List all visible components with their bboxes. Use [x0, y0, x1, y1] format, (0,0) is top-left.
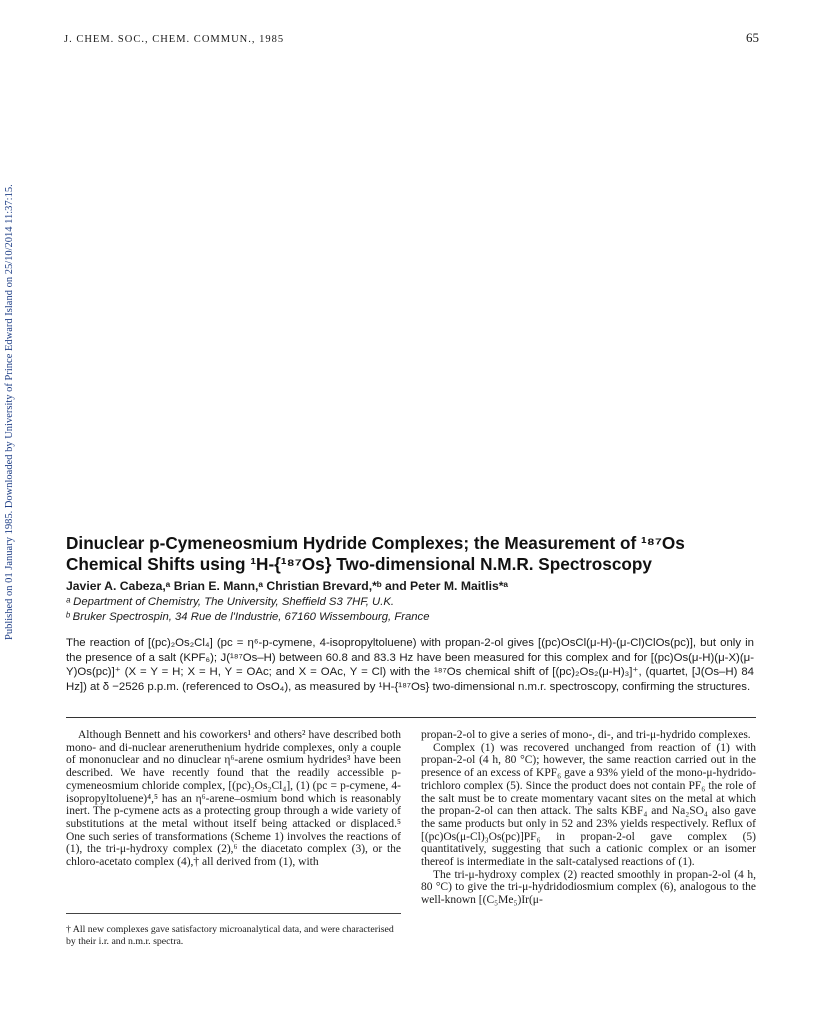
article-title: Dinuclear p-Cymeneosmium Hydride Complexes; the Measurement of ¹⁸⁷Os Chemical Shifts using ¹H-{¹⁸⁷Os} Two-dimensional N.M.R. Spectroscopy — [66, 533, 685, 574]
right-column — [421, 729, 756, 907]
body-paragraph: propan-2-ol to give a series of mono-, di-, and tri-μ-hydrido complexes. — [421, 729, 751, 741]
publication-sidebar-link[interactable]: Published on 01 January 1985. Downloaded by University of Prince Edward Island on 25/10/2014 11:37:15. — [4, 184, 15, 640]
affiliation-b: ᵇ Bruker Spectrospin, 34 Rue de l'Industrie, 67160 Wissembourg, France — [66, 611, 430, 623]
abstract-divider — [66, 717, 756, 718]
footnote-divider — [66, 913, 401, 914]
body-paragraph: The tri-μ-hydroxy complex (2) reacted smoothly in propan-2-ol (4 h, 80 °C) to give the tri-μ-hydridodiosmium complex (6), analogous to the well-known [(C₅Me₅)Ir(μ- — [421, 868, 756, 907]
author-list: Javier A. Cabeza,ᵃ Brian E. Mann,ᵃ Christian Brevard,*ᵇ and Peter M. Maitlis*ᵃ — [66, 579, 509, 593]
abstract: The reaction of [(pc)₂Os₂Cl₄] (pc = η⁶-p-cymene, 4-isopropyltoluene) with propan-2-ol gives [(pc)OsCl(μ-H)-(μ-Cl)ClOs(pc)], but only in the presence of a salt (KPF₆); J(¹⁸⁷Os–H) between 60.8 and 83.3 Hz have been measured for this complex and for [(pc)Os(μ-H)(μ-X)(μ-Y)Os(pc)]⁺ (X = Y = H; X = H, Y = OAc; and X = OAc, Y = Cl) with the ¹⁸⁷Os chemical shift of [(pc)₂Os₂(μ-H)₃]⁺, (quartet, [J(Os–H) 84 Hz]) at δ −2526 p.p.m. (referenced to OsO₄), as measured by ¹H-{¹⁸⁷Os} two-dimensional n.m.r. spectroscopy, confirming the structures. — [66, 637, 754, 693]
body-paragraph: Complex (1) was recovered unchanged from reaction of (1) with propan-2-ol (4 h, 80 °C); however, the same reaction carried out in the presence of an excess of KPF₆ gave a 93% yield of the mono-μ-hydrido-trichloro complex (5). Since the product does not contain PF₆ the role of the salt must be to create momentary vacant sites on the metal at which the propan-2-ol can then attack. The salts KBF₄ and Na₂SO₄ also gave the same products but only in 52 and 23% yields respectively. Reflux of [(pc)Os(μ-Cl)₃Os(pc)]PF₆ in propan-2-ol gave complex (5) quantitatively, suggesting that such a cationic complex or an isomer thereof is intermediate in the salt-catalysed reactions of (1). — [421, 741, 756, 869]
page-number: 65 — [746, 30, 759, 45]
affiliation-a: ᵃ Department of Chemistry, The University, Sheffield S3 7HF, U.K. — [66, 596, 395, 608]
body-paragraph: Although Bennett and his coworkers¹ and others² have described both mono- and di-nuclear areneruthenium hydride complexes, only a couple of mononuclear and no dinuclear η⁶-arene osmium hydrides³ have been described. We have recently found that the readily accessible p-cymeneosmium chloride complex, [(pc)₂Os₂Cl₄], (1) (pc = p-cymene, 4-isopropyltoluene)⁴,⁵ has an η⁶-arene–osmium bond which is reasonably inert. The p-cymene acts as a protecting group through a wide variety of substitutions at the metal without itself being attacked or displaced.⁵ One such series of transformations (Scheme 1) involves the reactions of (1), the tri-μ-hydroxy complex (2),⁶ the diacetato complex (3), or the chloro-acetato complex (4),† all derived from (1), with — [66, 729, 401, 869]
left-column — [66, 729, 401, 869]
journal-header: J. CHEM. SOC., CHEM. COMMUN., 1985 — [64, 34, 285, 45]
footnote: † All new complexes gave satisfactory microanalytical data, and were characterised by their i.r. and n.m.r. spectra. — [66, 924, 394, 947]
